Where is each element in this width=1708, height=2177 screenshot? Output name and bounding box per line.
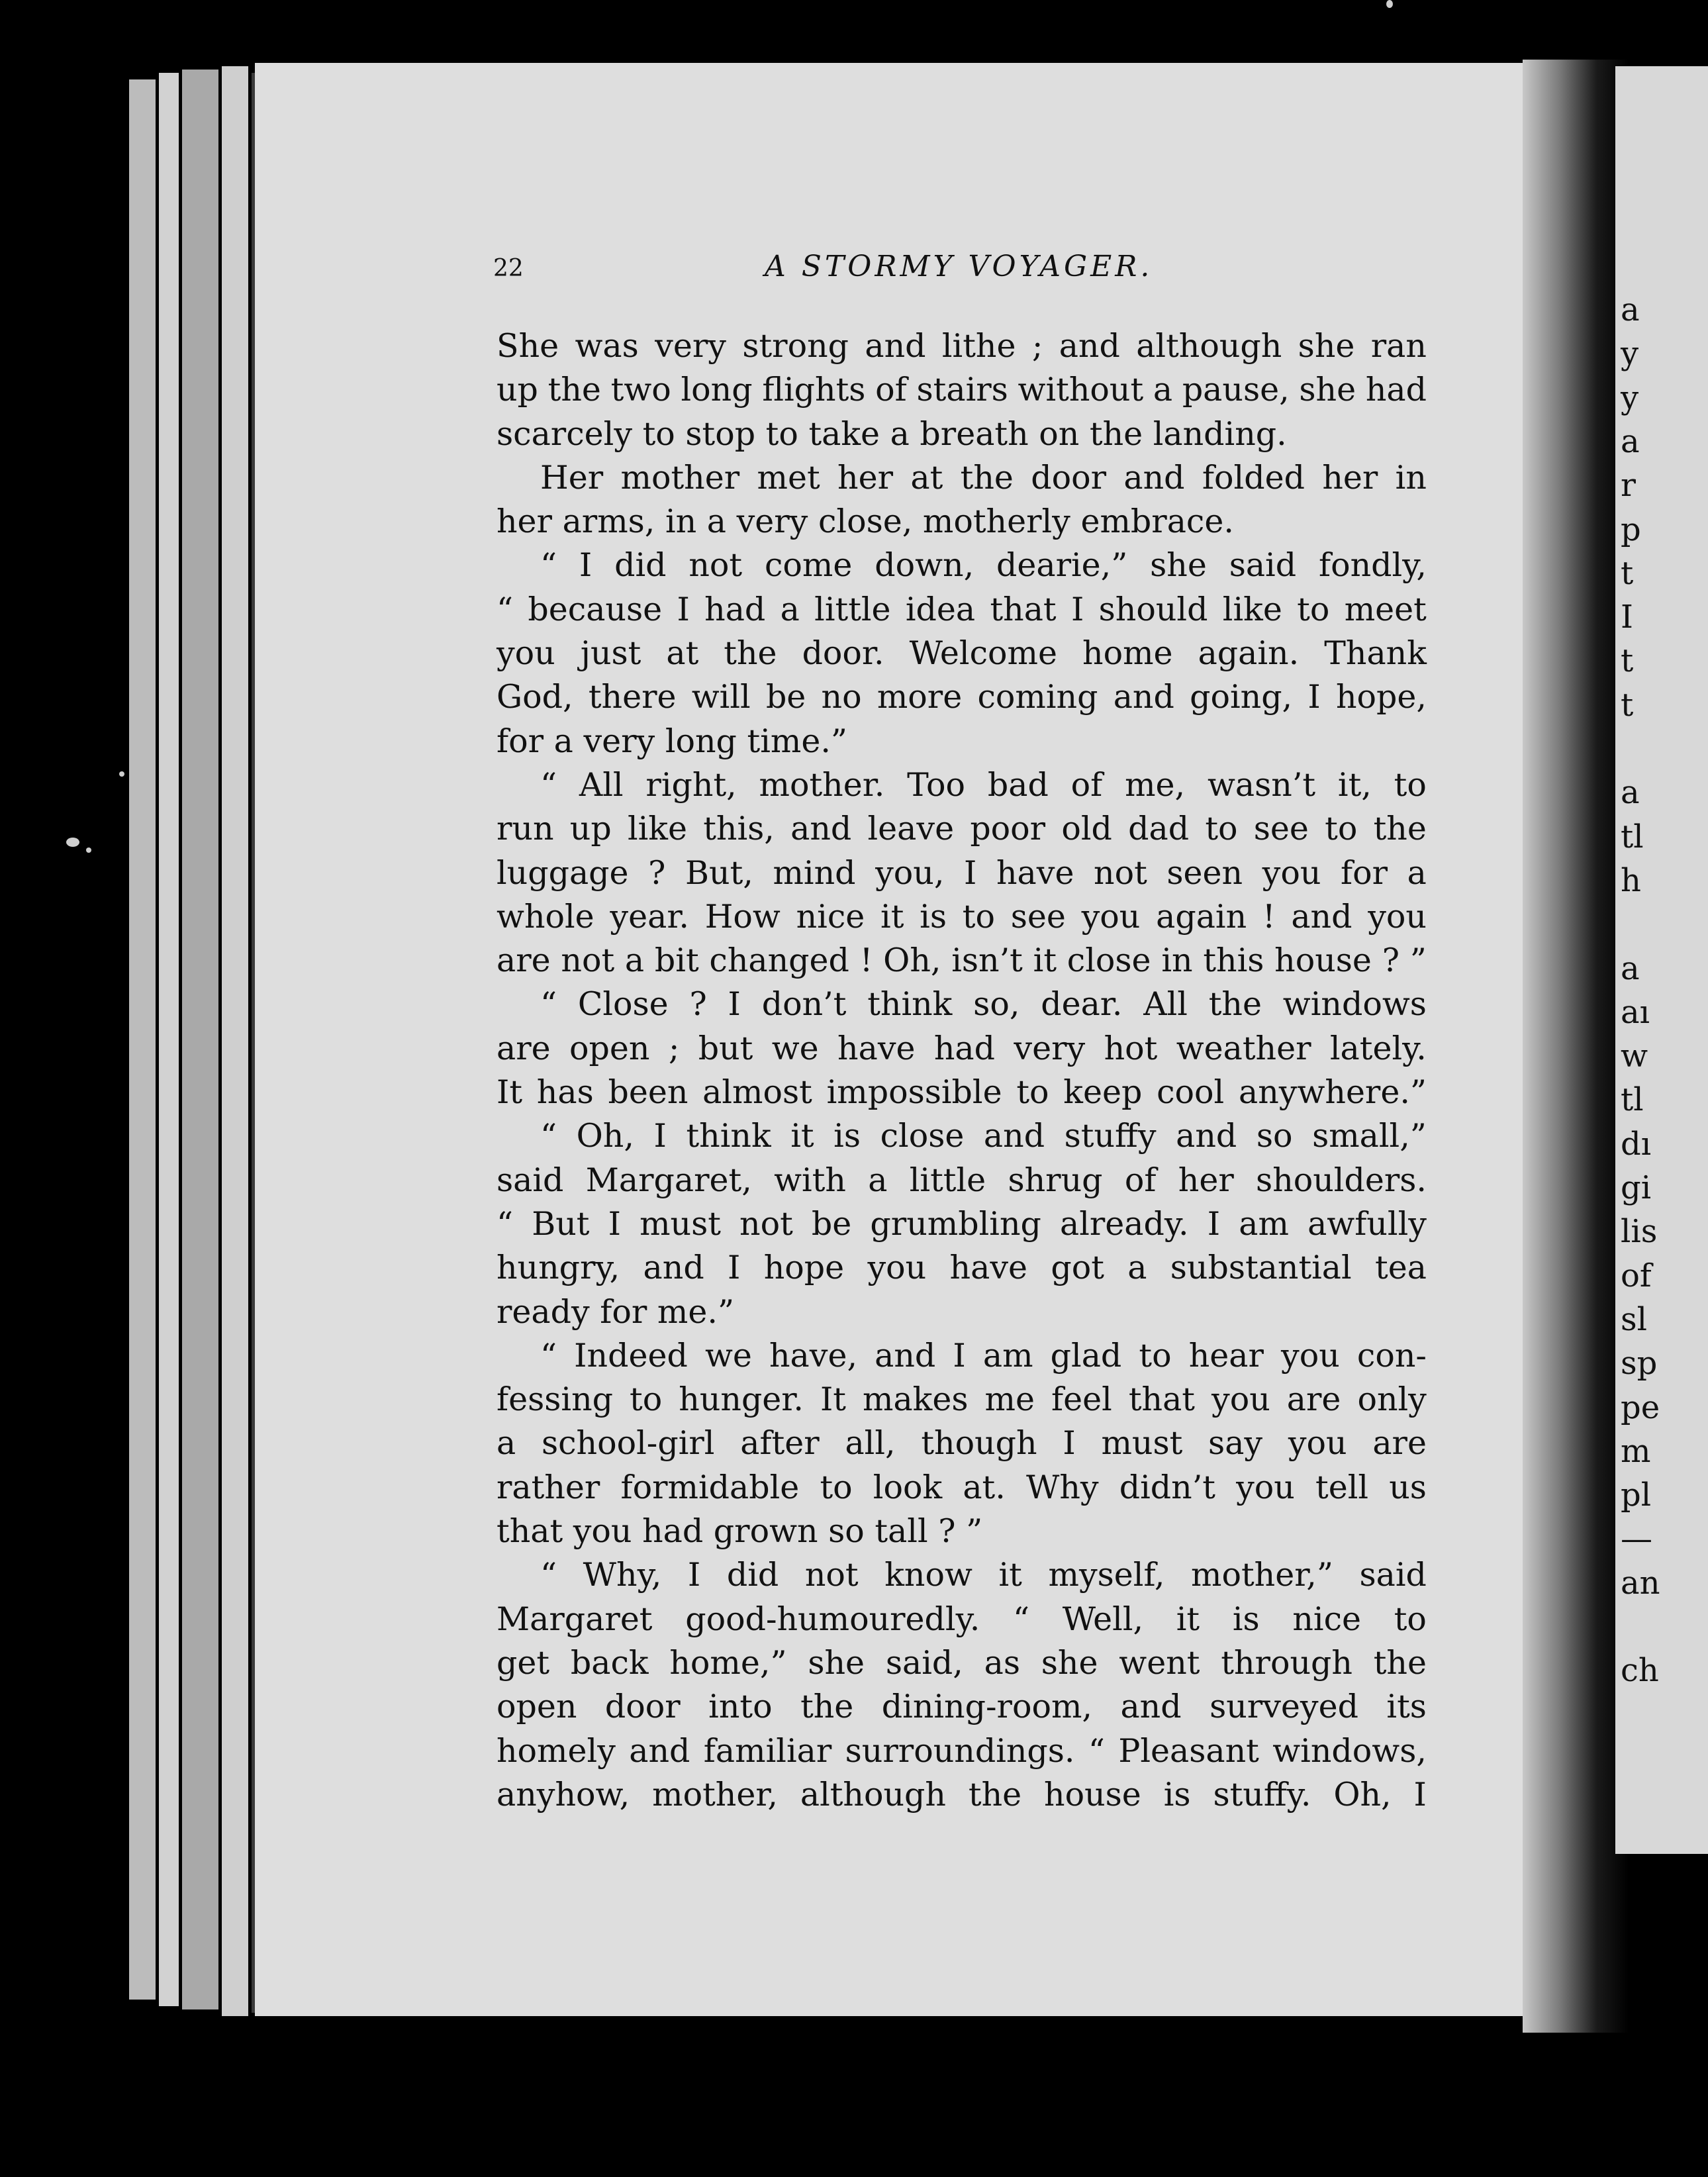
facing-page-fragment: a [1621, 774, 1640, 812]
page-edge-strip [159, 73, 179, 2006]
text-line: luggage ? But, mind you, I have not seen you for a [497, 853, 1427, 892]
text-line: “ All right, mother. Too bad of me, wasn’t it, to [540, 765, 1427, 804]
facing-page-fragment: t [1621, 686, 1634, 724]
text-line: whole year. How nice it is to see you again ! and you [497, 897, 1427, 936]
facing-page-fragment: pl [1621, 1476, 1652, 1514]
text-line: said Margaret, with a little shrug of her shoulders. [497, 1161, 1427, 1199]
text-line: hungry, and I hope you have got a substantial tea [497, 1249, 1427, 1287]
text-line: for a very long time.” [497, 722, 847, 760]
text-line: “ Why, I did not know it myself, mother,” said [540, 1556, 1427, 1594]
facing-page-fragment: t [1621, 642, 1634, 680]
text-line: homely and familiar surroundings. “ Pleasant windows, [497, 1731, 1427, 1770]
text-line: “ But I must not be grumbling already. I am awfully [497, 1204, 1427, 1243]
body-text [497, 324, 1427, 1817]
facing-page-fragment: sl [1621, 1300, 1647, 1338]
facing-page-fragment: t [1621, 554, 1634, 592]
facing-page-fragment: ch [1621, 1652, 1659, 1690]
facing-page-fragment: y [1621, 379, 1639, 416]
text-line: Margaret good-humouredly. “ Well, it is nice to [497, 1600, 1427, 1638]
text-line: her arms, in a very close, motherly embrace. [497, 503, 1234, 541]
facing-page-fragment: dı [1621, 1125, 1652, 1163]
facing-page-fragment: lis [1621, 1213, 1658, 1251]
book-gutter [1523, 60, 1629, 2033]
facing-page-fragment: h [1621, 861, 1641, 899]
text-line: are open ; but we have had very hot weather lately. [497, 1029, 1427, 1067]
page-edge-strip [182, 70, 218, 2009]
page-edge-strip [222, 66, 248, 2016]
facing-page-fragment: a [1621, 422, 1640, 460]
facing-page-fragment: aı [1621, 993, 1650, 1031]
facing-page-fragment: m [1621, 1432, 1651, 1470]
page-edge-strip [129, 79, 156, 2000]
facing-page-fragment: sp [1621, 1345, 1658, 1382]
text-line: ready for me.” [497, 1292, 734, 1331]
text-line: get back home,” she said, as she went through the [497, 1643, 1427, 1682]
text-line: “ Oh, I think it is close and stuffy and so small,” [540, 1117, 1427, 1155]
page-speck [86, 847, 91, 853]
page-speck [1386, 0, 1393, 8]
text-line: you just at the door. Welcome home again. Thank [497, 634, 1427, 673]
facing-page-fragment: — [1621, 1520, 1652, 1558]
text-line: “ because I had a little idea that I should like to meet [497, 590, 1427, 628]
facing-page-fragment: I [1621, 599, 1633, 636]
text-line: She was very strong and lithe ; and although she ran [497, 327, 1427, 365]
text-line: fessing to hunger. It makes me feel that you are only [497, 1380, 1427, 1419]
running-title: A STORMY VOYAGER. [765, 250, 1153, 283]
text-line: “ I did not come down, dearie,” she said fondly, [540, 546, 1427, 585]
text-line: open door into the dining-room, and surveyed its [497, 1688, 1427, 1726]
text-line: God, there will be no more coming and going, I hope, [497, 678, 1427, 716]
page-speck [119, 771, 124, 777]
text-line: run up like this, and leave poor old dad to see to the [497, 810, 1427, 848]
text-line: “ Close ? I don’t think so, dear. All the windows [540, 985, 1427, 1024]
facing-page-fragment: of [1621, 1257, 1652, 1294]
text-line: “ Indeed we have, and I am glad to hear you con- [540, 1336, 1427, 1375]
text-line: anyhow, mother, although the house is stuffy. Oh, I [497, 1775, 1427, 1814]
facing-page-fragment: a [1621, 291, 1640, 328]
text-line: It has been almost impossible to keep cool anywhere.” [497, 1073, 1427, 1112]
facing-page-fragment: tl [1621, 1081, 1644, 1119]
page-header [493, 250, 1427, 295]
facing-page-fragment: gi [1621, 1169, 1652, 1206]
text-line: scarcely to stop to take a breath on the landing. [497, 414, 1287, 453]
facing-page-fragment: r [1621, 467, 1636, 505]
text-line: up the two long flights of stairs without a pause, she had [497, 371, 1427, 409]
text-line: a school-girl after all, though I must say you are [497, 1424, 1427, 1463]
facing-page-fragment: y [1621, 335, 1639, 373]
facing-page-fragment: a [1621, 949, 1640, 987]
text-line: are not a bit changed ! Oh, isn’t it close in this house ? ” [497, 942, 1427, 980]
text-line: rather formidable to look at. Why didn’t you tell us [497, 1468, 1427, 1506]
facing-page-fragment: pe [1621, 1388, 1660, 1426]
text-line: Her mother met her at the door and folded her in [540, 458, 1427, 497]
facing-page-fragment: w [1621, 1038, 1648, 1075]
facing-page-fragment: an [1621, 1564, 1660, 1602]
facing-page [1615, 66, 1708, 1854]
facing-page-fragment: p [1621, 510, 1641, 548]
page-number: 22 [493, 255, 524, 282]
page-speck [66, 838, 79, 847]
facing-page-fragment: tl [1621, 818, 1644, 855]
text-line: that you had grown so tall ? ” [497, 1512, 983, 1551]
